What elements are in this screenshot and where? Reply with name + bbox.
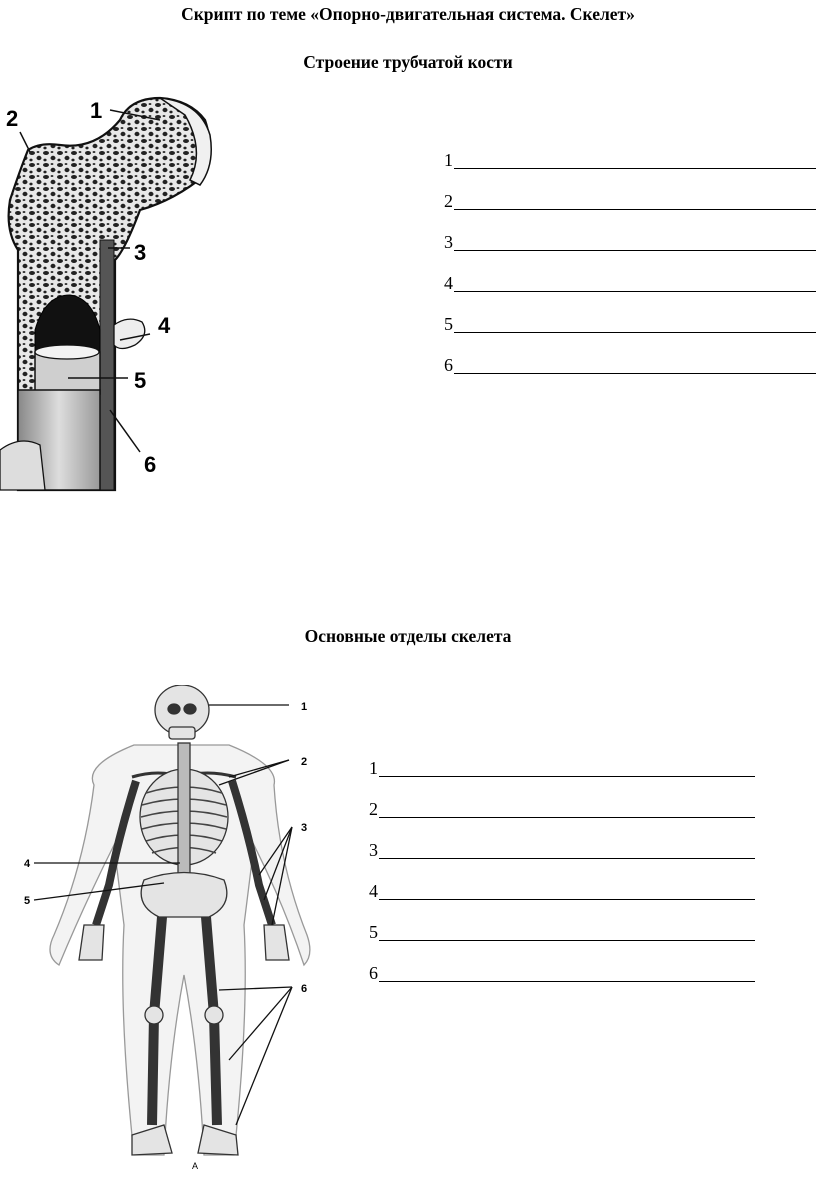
answer-number: 4 — [369, 881, 378, 901]
answer-blank[interactable] — [379, 963, 755, 982]
answer-number: 5 — [369, 922, 378, 942]
answer-blank[interactable] — [454, 355, 816, 374]
answer-row — [369, 900, 755, 941]
answer-row — [369, 736, 755, 777]
skeleton-callout-1: 1 — [301, 701, 308, 713]
document-title: Скрипт по теме «Опорно-двигательная система. Скелет» — [181, 4, 635, 24]
bone-callout-2: 2 — [6, 106, 19, 131]
tubular-bone-figure — [0, 90, 230, 495]
answer-number: 2 — [369, 799, 378, 819]
answer-row — [444, 169, 816, 210]
skeleton-callout-6: 6 — [301, 983, 308, 995]
answer-blank[interactable] — [379, 799, 755, 818]
answer-blank[interactable] — [454, 273, 816, 292]
answer-blank[interactable] — [454, 150, 816, 169]
answer-number: 6 — [369, 963, 378, 983]
skeleton-callout-4: 4 — [24, 858, 31, 870]
bone-callout-1: 1 — [90, 98, 103, 123]
bone-callout-5: 5 — [134, 368, 147, 393]
answer-blank[interactable] — [454, 232, 816, 251]
answer-row — [369, 777, 755, 818]
answer-blank[interactable] — [379, 881, 755, 900]
answer-number: 3 — [369, 840, 378, 860]
answer-number: 6 — [444, 355, 453, 375]
answer-row — [444, 251, 816, 292]
section-title-skeleton-parts: Основные отделы скелета — [304, 626, 512, 646]
answer-blank[interactable] — [379, 758, 755, 777]
bone-callout-3: 3 — [134, 240, 147, 265]
answer-blank[interactable] — [454, 191, 816, 210]
answer-row — [369, 941, 755, 982]
bone-callout-4: 4 — [158, 313, 171, 338]
skeleton-callout-3: 3 — [301, 822, 308, 834]
answer-row — [444, 210, 816, 251]
answer-number: 5 — [444, 314, 453, 334]
bone-callout-6: 6 — [144, 452, 157, 477]
skeleton-callout-2: 2 — [301, 756, 308, 768]
answer-number: 1 — [369, 758, 378, 778]
skeleton-figure — [14, 685, 324, 1176]
bone-answer-list — [444, 128, 816, 374]
answer-row — [369, 818, 755, 859]
answer-number: 4 — [444, 273, 453, 293]
answer-number: 3 — [444, 232, 453, 252]
answer-row — [444, 128, 816, 169]
answer-row — [444, 333, 816, 374]
skeleton-answer-list — [369, 736, 755, 982]
answer-blank[interactable] — [379, 922, 755, 941]
answer-row — [369, 859, 755, 900]
skeleton-figure-caption: A — [192, 1161, 199, 1171]
answer-number: 2 — [444, 191, 453, 211]
answer-blank[interactable] — [379, 840, 755, 859]
answer-row — [444, 292, 816, 333]
section-title-bone-structure: Строение трубчатой кости — [303, 52, 513, 72]
answer-number: 1 — [444, 150, 453, 170]
skeleton-callout-5: 5 — [24, 895, 31, 907]
answer-blank[interactable] — [454, 314, 816, 333]
